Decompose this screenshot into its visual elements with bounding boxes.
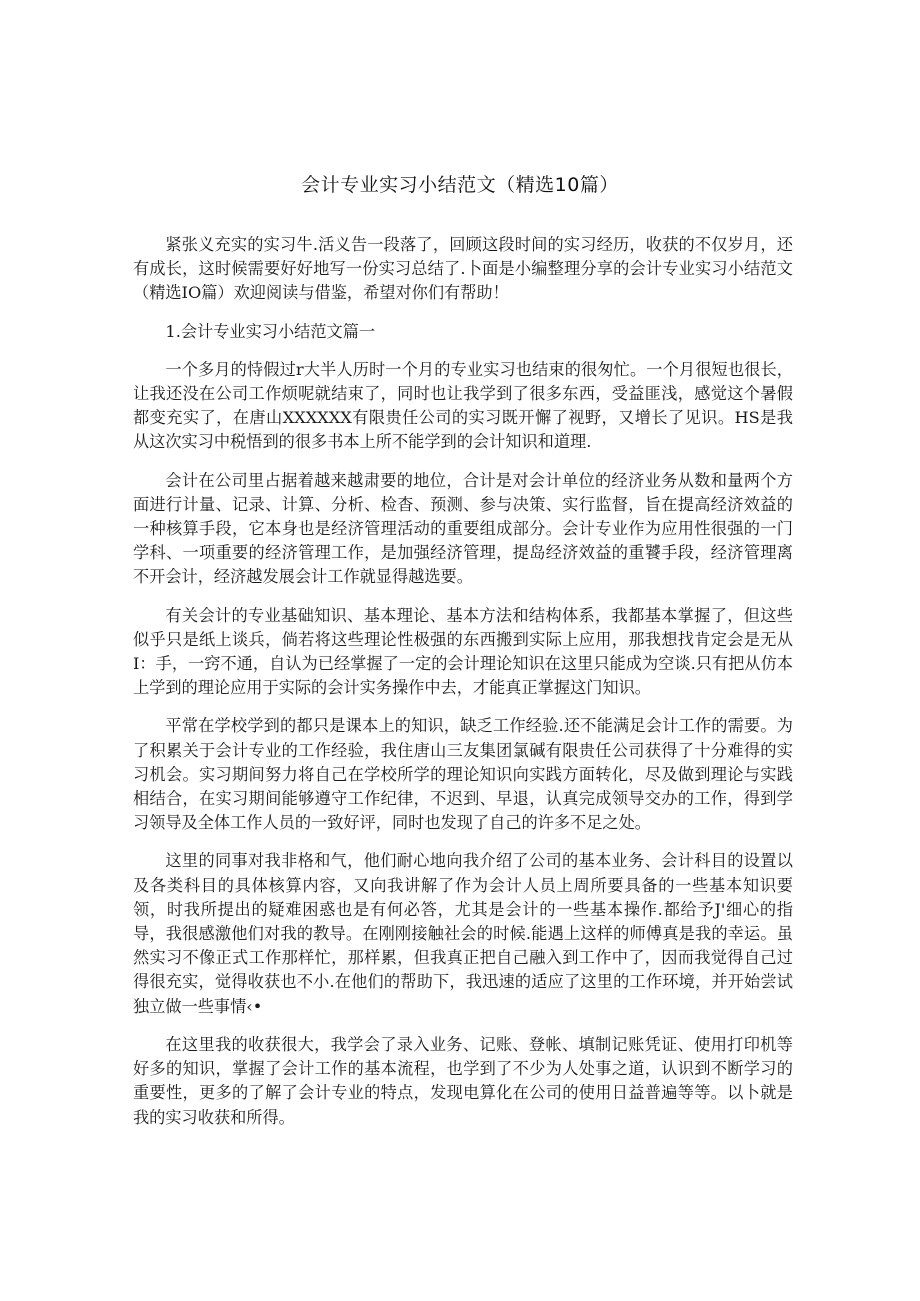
body-paragraph: 在这里我的收获很大，我学会了录入业务、记账、登帐、填制记账凭证、使用打印机等好多的知识，掌握了会计工作的基本流程，也学到了不少为人处事之道，认识到不断学习的重要性，更多的了解了会计专业的特点，发现电算化在公司的使用日益普遍等等。以卜就是我的实习收获和所得。 (133, 1034, 793, 1127)
body-paragraph: 会计在公司里占据着越来越肃要的地位，合计是对会计单位的经济业务从数和量两个方面进行计量、记录、计算、分析、检杳、预测、参与决策、实行监督，旨在提高经济效益的一种核算手段，它本身也是经济管理活动的重要组成部分。会计专业作为应用性很强的一门学科、一项重要的经济管理工作，是加强经济管理，提岛经济效益的重饕手段，经济管理离不开会计，经济越发展会计工作就显得越选要。 (133, 470, 793, 587)
body-paragraph: 一个多月的恃假过r大半人历时一个月的专业实习也结束的很匆忙。一个月很短也很长，让我还没在公司工作烦呢就结束了，同时也让我学到了很多东西，受益匪浅，感觉这个暑假都变充实了，在唐山XXXXXX有限贵任公司的实习既开懈了视野，又增长了见识。HS是我从这次实习中税悟到的很多书本上所不能学到的会计知识和道理. (133, 359, 793, 452)
intro-paragraph: 紧张义充实的实习牛.活义告一段落了，回顾这段时间的实习经历，收获的不仅岁月，还有成长，这时候需要好好地写一份实习总结了.卜面是小编整理分享的会计专业实习小结范文（精选IO篇）欢迎阅读与借鉴，希望对你们有帮助！ (133, 235, 793, 303)
body-paragraph: 有关会计的专业基础知识、基本理论、基本方法和结构体系，我都基本掌握了，但这些似乎只是纸上谈兵，倘若将这些理论性极强的东西搬到实际上应用，那我想找肯定会是无从I：手，一窍不通，自认为已经掌握了一定的会计理论知识在这里只能成为空谈.只有把从仿本上学到的理论应用于实际的会计实务操作中去，才能真正掌握这门知识。 (133, 605, 793, 698)
body-paragraph: 这里的同事对我非格和气，他们耐心地向我介绍了公司的基本业务、会计科目的设置以及各类科目的具体核算内容，又向我讲解了作为会计人员上周所要具备的一些基本知识要领，时我所提出的疑难困惑也是有何必答，尤其是会计的一些基本操作.都给予J'细心的指导，我很感激他们对我的教导。在刚刚接触社会的时候.能遇上这样的师傅真是我的幸运。虽然实习不像正式工作那样忙，那样累，但我真正把自己融入到工作中了，因而我觉得自己过得很充实，觉得收获也不小.在他们的帮助下，我迅速的适应了这里的工作环境，并开始尝试独立做一些事情‹• (133, 851, 793, 1016)
document-body (133, 233, 793, 1144)
section-heading: 1.会计专业实习小结范文篇一 (165, 321, 376, 341)
body-paragraph: 平常在学校学到的都只是课本上的知识，缺乏工作经验.还不能满足会计工作的需要。为了积累关于会计专业的工作经验，我住唐山三友集团氯碱有限贵任公司获得了十分难得的实习机会。实习期间努力将自己在学校所学的理论知识向实践方面转化，尽及做到理论与实践相结合，在实习期间能够遵守工作纪律，不迟到、早退，认真完成领导交办的工作，得到学习领导及全体工作人员的一致好评，同时也发现了自己的许多不足之处。 (133, 716, 793, 833)
document-title: 会计专业实习小结范文（精选10篇） (301, 174, 619, 196)
